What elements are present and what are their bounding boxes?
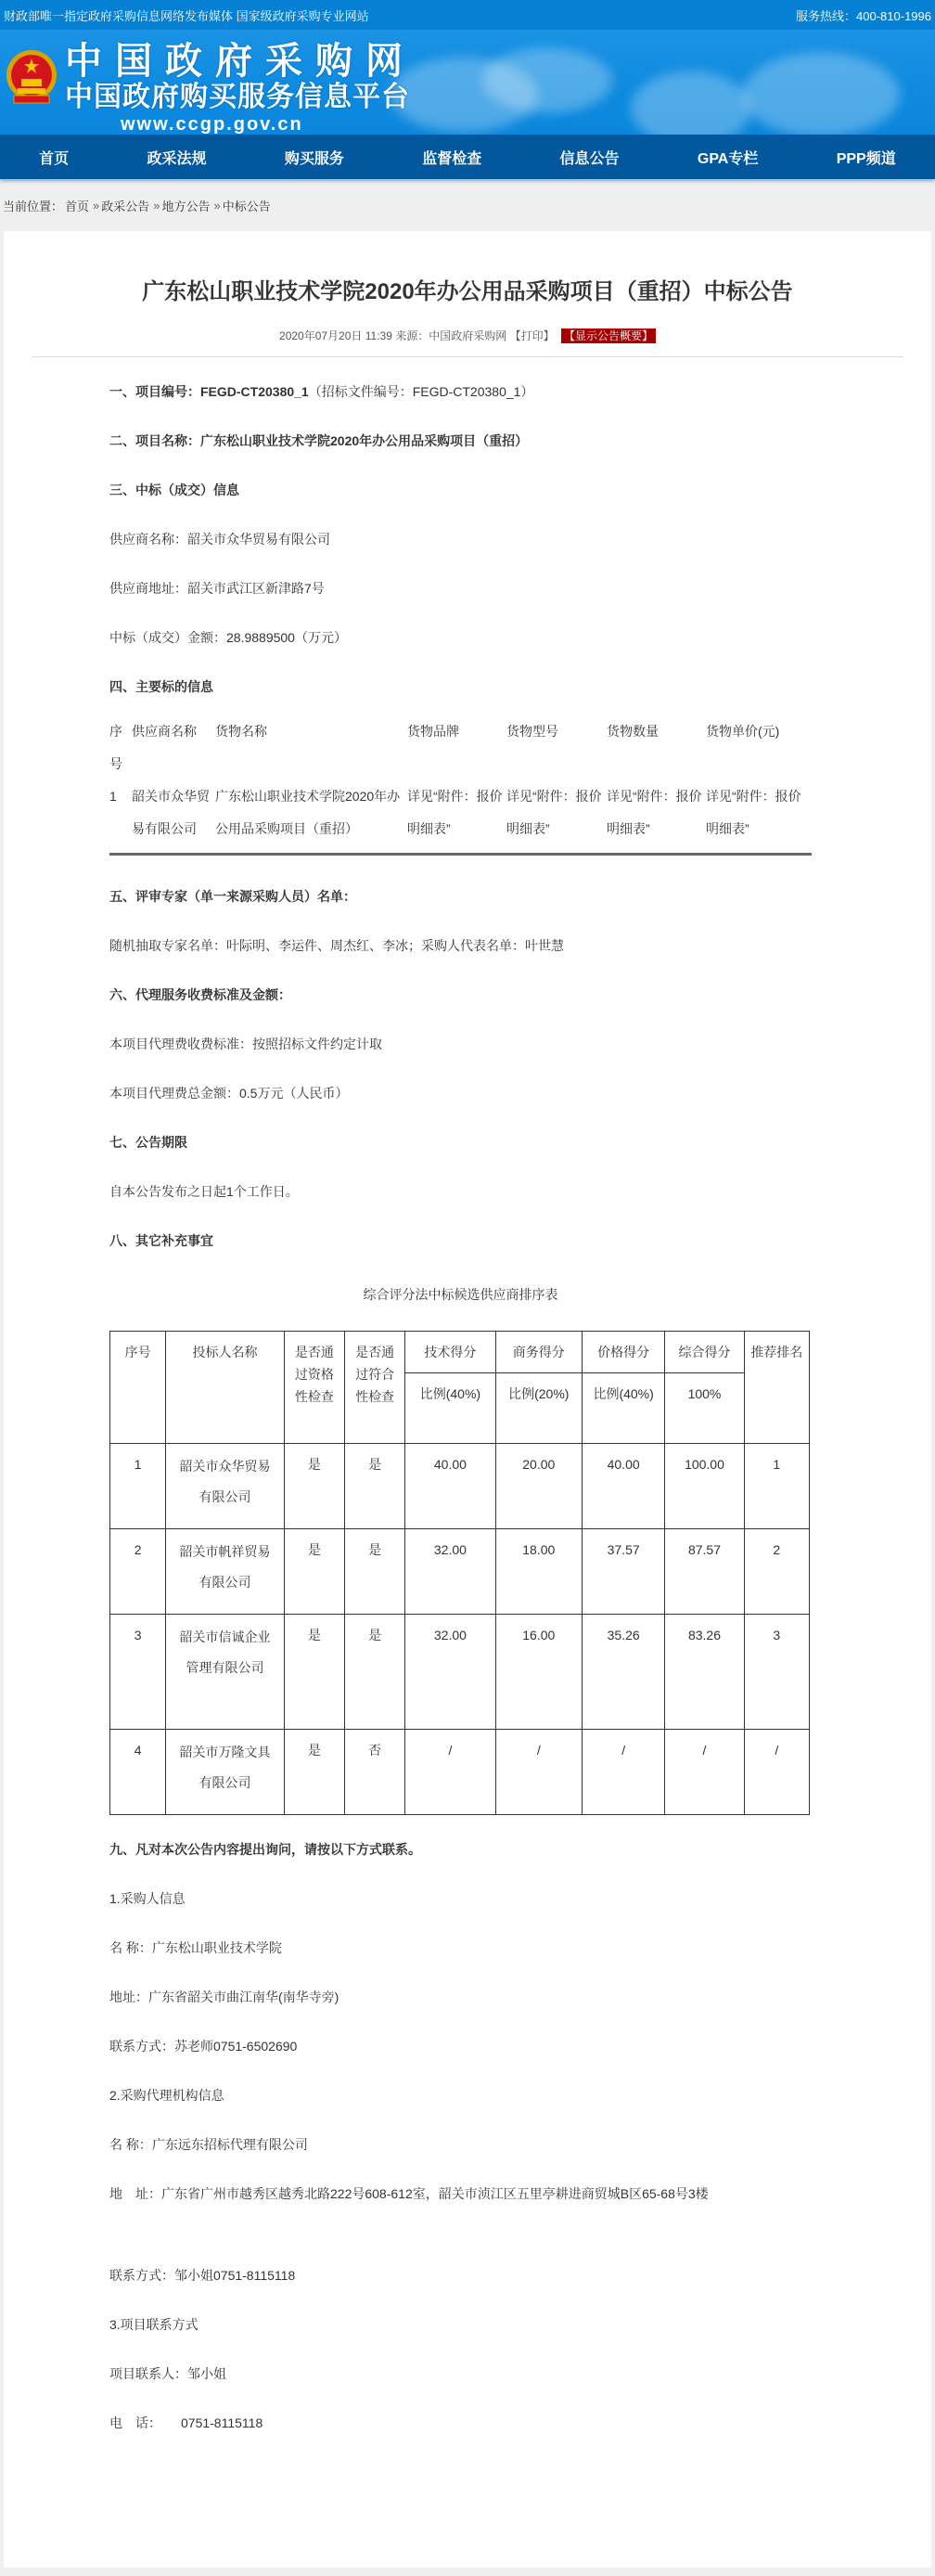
fee-total: 本项目代理费总金额：0.5万元（人民币） xyxy=(109,1086,349,1101)
goods-table xyxy=(109,715,812,856)
breadcrumb-local-announcements[interactable]: 地方公告 xyxy=(161,199,211,213)
breadcrumb-separator: » xyxy=(153,198,160,213)
ranking-header: 序号 xyxy=(110,1332,166,1444)
goods-row xyxy=(109,780,812,845)
goods-cell: 详见“附件：报价明细表” xyxy=(607,789,702,836)
nav-home[interactable]: 首页 xyxy=(39,150,70,167)
article-body xyxy=(4,383,820,2431)
goods-header: 序号 xyxy=(109,724,122,771)
ranking-cell: 韶关市众华贸易有限公司 xyxy=(166,1444,285,1529)
ranking-cell: 2 xyxy=(744,1529,809,1615)
nav-gpa[interactable]: GPA专栏 xyxy=(697,150,759,167)
ranking-cell: 32.00 xyxy=(405,1529,495,1615)
ranking-header: 价格得分 xyxy=(582,1332,664,1373)
ranking-cell: 40.00 xyxy=(405,1444,495,1529)
ranking-header: 是否通过符合性检查 xyxy=(344,1332,404,1444)
ranking-cell: 18.00 xyxy=(495,1529,582,1615)
ranking-cell: 1 xyxy=(744,1444,809,1529)
project-contact-heading: 3.项目联系方式 xyxy=(109,2317,199,2332)
ranking-cell: 是 xyxy=(344,1615,404,1730)
ranking-header: 是否通过资格性检查 xyxy=(284,1332,344,1444)
ranking-cell: 37.57 xyxy=(582,1529,664,1615)
goods-header-row xyxy=(109,715,812,780)
slogan: 财政部唯一指定政府采购信息网络发布媒体 国家级政府采购专业网站 xyxy=(4,8,369,23)
article-panel xyxy=(4,231,931,2568)
agency-address: 地 址：广东省广州市越秀区越秀北路222号608-612室，韶关市浈江区五里亭耕进商贸城B区65-68号3楼 xyxy=(109,2186,709,2201)
ranking-cell: 35.26 xyxy=(582,1615,664,1730)
ranking-row xyxy=(110,1444,810,1529)
goods-header: 货物单价(元) xyxy=(706,724,780,739)
breadcrumb-separator: » xyxy=(213,198,221,213)
supplier-address: 供应商地址：韶关市武江区新津路7号 xyxy=(109,581,325,596)
section-other: 八、其它补充事宜 xyxy=(109,1233,213,1248)
ranking-cell: 100.00 xyxy=(665,1444,744,1529)
expert-list: 随机抽取专家名单：叶际明、李运件、周杰红、李冰；采购人代表名单：叶世慧 xyxy=(109,938,564,953)
ranking-subheader: 100% xyxy=(665,1373,744,1444)
ranking-subheader: 比例(40%) xyxy=(582,1373,664,1444)
ranking-cell: 是 xyxy=(284,1615,344,1730)
goods-cell: 1 xyxy=(109,789,117,804)
breadcrumb-home[interactable]: 首页 xyxy=(65,199,90,213)
site-banner xyxy=(0,30,935,135)
purchaser-name: 名 称：广东松山职业技术学院 xyxy=(109,1940,282,1955)
ranking-header: 投标人名称 xyxy=(166,1332,285,1444)
agency-name: 名 称：广东远东招标代理有限公司 xyxy=(109,2137,308,2152)
nav-purchase-services[interactable]: 购买服务 xyxy=(284,150,344,167)
goods-cell: 广东松山职业技术学院2020年办公用品采购项目（重招） xyxy=(215,789,401,836)
ranking-cell: 3 xyxy=(744,1615,809,1730)
section-main-items: 四、主要标的信息 xyxy=(109,679,213,694)
purchaser-contact: 联系方式：苏老师0751-6502690 xyxy=(109,2039,298,2054)
ranking-cell: 87.57 xyxy=(665,1529,744,1615)
publish-date: 2020年07月20日 11:39 xyxy=(279,329,392,342)
ranking-cell: 83.26 xyxy=(665,1615,744,1730)
ranking-header-row xyxy=(110,1332,810,1373)
ranking-cell: 4 xyxy=(110,1730,166,1815)
ranking-cell: 是 xyxy=(344,1529,404,1615)
breadcrumb-gov-announcements[interactable]: 政采公告 xyxy=(101,199,150,213)
main-nav xyxy=(0,135,935,179)
goods-header: 供应商名称 xyxy=(132,724,197,739)
purchaser-address: 地址：广东省韶关市曲江南华(南华寺旁) xyxy=(109,1990,339,2004)
breadcrumb-award-announcements[interactable]: 中标公告 xyxy=(222,199,271,213)
project-contact-person: 项目联系人：邹小姐 xyxy=(109,2366,226,2381)
breadcrumb-label: 当前位置： xyxy=(3,199,64,213)
ranking-table-caption: 综合评分法中标候选供应商排序表 xyxy=(363,1287,558,1302)
ranking-cell: 是 xyxy=(284,1730,344,1815)
goods-header: 货物名称 xyxy=(215,724,267,739)
ranking-cell: 韶关市万隆文具有限公司 xyxy=(166,1730,285,1815)
goods-cell: 韶关市众华贸易有限公司 xyxy=(132,789,210,836)
supplier-name: 供应商名称：韶关市众华贸易有限公司 xyxy=(109,532,330,547)
goods-header: 货物型号 xyxy=(506,724,558,739)
goods-cell: 详见“附件：报价明细表” xyxy=(506,789,602,836)
ranking-cell: / xyxy=(582,1730,664,1815)
agency-info-heading: 2.采购代理机构信息 xyxy=(109,2088,224,2103)
top-bar xyxy=(0,0,935,30)
nav-ppp[interactable]: PPP频道 xyxy=(836,150,896,167)
agency-contact: 联系方式：邹小姐0751-8115118 xyxy=(109,2268,296,2283)
ranking-cell: 40.00 xyxy=(582,1444,664,1529)
ranking-header: 技术得分 xyxy=(405,1332,495,1373)
ranking-row xyxy=(110,1529,810,1615)
site-logo[interactable]: 中国政府采购网 中国政府购买服务信息平台 www.ccgp.gov.cn xyxy=(65,41,416,135)
hotline: 服务热线：400-810-1996 xyxy=(796,8,931,23)
ranking-cell: 否 xyxy=(344,1730,404,1815)
ranking-cell: 32.00 xyxy=(405,1615,495,1730)
section-project-name: 二、项目名称：广东松山职业技术学院2020年办公用品采购项目（重招） xyxy=(109,433,529,448)
ranking-cell: 20.00 xyxy=(495,1444,582,1529)
fee-standard: 本项目代理费收费标准：按照招标文件约定计取 xyxy=(109,1037,382,1051)
title-divider xyxy=(32,356,903,357)
ranking-subheader: 比例(40%) xyxy=(405,1373,495,1444)
ranking-cell: 是 xyxy=(284,1444,344,1529)
section-project-number: 一、项目编号：FEGD-CT20380_1（招标文件编号：FEGD-CT20380_1） xyxy=(109,384,534,399)
nav-regulations[interactable]: 政采法规 xyxy=(147,150,207,167)
purchaser-info-heading: 1.采购人信息 xyxy=(109,1891,186,1906)
ranking-row xyxy=(110,1615,810,1730)
ranking-cell: / xyxy=(405,1730,495,1815)
goods-cell: 详见“附件：报价明细表” xyxy=(407,789,503,836)
ranking-cell: / xyxy=(744,1730,809,1815)
award-amount: 中标（成交）金额：28.9889500（万元） xyxy=(109,630,347,645)
nav-supervision[interactable]: 监督检查 xyxy=(422,150,482,167)
project-contact-phone: 电 话： 0751-8115118 xyxy=(109,2415,263,2430)
ranking-cell: 韶关市帆祥贸易有限公司 xyxy=(166,1529,285,1615)
announcement-period: 自本公告发布之日起1个工作日。 xyxy=(109,1184,299,1199)
ranking-cell: 2 xyxy=(110,1529,166,1615)
article-meta xyxy=(4,328,931,343)
show-summary-button[interactable]: 【显示公告概要】 xyxy=(561,328,656,343)
ranking-cell: / xyxy=(495,1730,582,1815)
ranking-header: 商务得分 xyxy=(495,1332,582,1373)
ranking-subheader: 比例(20%) xyxy=(495,1373,582,1444)
goods-header: 货物品牌 xyxy=(407,724,459,739)
ranking-cell: 16.00 xyxy=(495,1615,582,1730)
ranking-header: 综合得分 xyxy=(665,1332,744,1373)
ranking-cell: 韶关市信诚企业管理有限公司 xyxy=(166,1615,285,1730)
national-emblem-icon xyxy=(5,47,58,107)
breadcrumb xyxy=(0,179,935,231)
section-experts: 五、评审专家（单一来源采购人员）名单： xyxy=(109,889,356,904)
ranking-cell: 是 xyxy=(284,1529,344,1615)
section-period: 七、公告期限 xyxy=(109,1135,187,1150)
ranking-header: 推荐排名 xyxy=(744,1332,809,1444)
ranking-cell: 1 xyxy=(110,1444,166,1529)
ranking-cell: 3 xyxy=(110,1615,166,1730)
breadcrumb-separator: » xyxy=(93,198,100,213)
ranking-row xyxy=(110,1730,810,1815)
ranking-table xyxy=(109,1331,810,1815)
nav-announcements[interactable]: 信息公告 xyxy=(559,150,620,167)
goods-header: 货物数量 xyxy=(607,724,659,739)
print-link[interactable]: 【打印】 xyxy=(509,329,555,342)
source: 来源：中国政府采购网 xyxy=(395,329,507,342)
section-award-info: 三、中标（成交）信息 xyxy=(109,483,239,497)
article-title: 广东松山职业技术学院2020年办公用品采购项目（重招）中标公告 xyxy=(142,279,793,304)
section-agency-fee: 六、代理服务收费标准及金额： xyxy=(109,987,291,1002)
ranking-cell: / xyxy=(665,1730,744,1815)
goods-cell: 详见“附件：报价明细表” xyxy=(706,789,801,836)
ranking-cell: 是 xyxy=(344,1444,404,1529)
section-contact: 九、凡对本次公告内容提出询问，请按以下方式联系。 xyxy=(109,1842,421,1857)
